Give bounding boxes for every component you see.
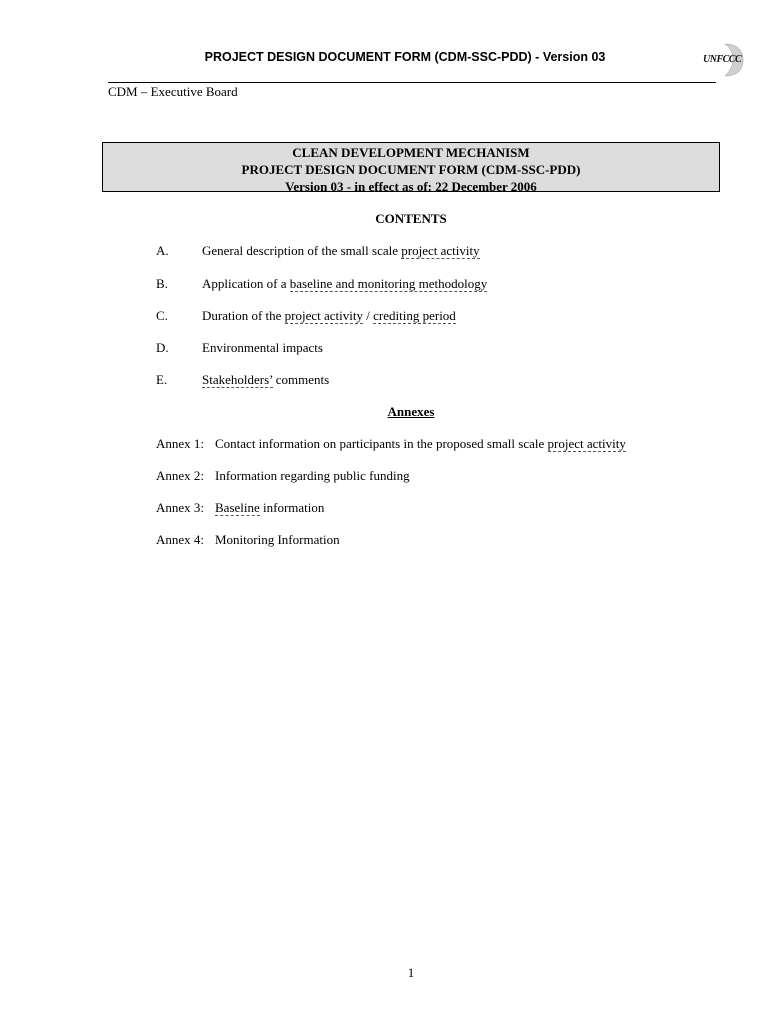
annex-number: Annex 1: (156, 436, 205, 451)
header-rule (108, 82, 716, 83)
annex-item-4 (156, 532, 340, 548)
toc-text: Environmental impacts (202, 340, 323, 355)
toc-text: Application of a (202, 276, 290, 291)
annex-item-2 (156, 468, 410, 484)
executive-board-label: CDM – Executive Board (108, 84, 238, 99)
annex-number: Annex 2: (156, 468, 205, 483)
title-line-3: Version 03 - in effect as of: 22 December 2006 (285, 179, 537, 194)
form-title-box (102, 142, 720, 192)
annex-text: Contact information on participants in the proposed small scale (215, 436, 548, 451)
toc-item-b (156, 276, 487, 292)
title-line-2: PROJECT DESIGN DOCUMENT FORM (CDM-SSC-PDD) (241, 162, 581, 177)
document-header-title: PROJECT DESIGN DOCUMENT FORM (CDM-SSC-PDD) - Version 03 (204, 50, 606, 64)
annex-text: Monitoring Information (215, 532, 340, 547)
toc-letter: B. (156, 276, 168, 291)
contents-heading: CONTENTS (375, 211, 447, 226)
toc-text: comments (272, 372, 330, 387)
annex-number: Annex 3: (156, 500, 205, 515)
page-number: 1 (407, 965, 415, 980)
toc-text: General description of the small scale (202, 243, 402, 258)
toc-item-d (156, 340, 323, 356)
annex-text: information (259, 500, 325, 515)
annexes-heading: Annexes (387, 404, 435, 419)
toc-link-project-activity[interactable]: project activity (284, 308, 364, 323)
toc-link-crediting-period[interactable]: crediting period (373, 308, 456, 323)
toc-letter: C. (156, 308, 168, 323)
toc-letter: A. (156, 243, 169, 258)
toc-link-baseline-methodology[interactable]: baseline and monitoring methodology (289, 276, 488, 291)
toc-link-project-activity[interactable]: project activity (401, 243, 480, 258)
annex-number: Annex 4: (156, 532, 205, 547)
logo-text: UNFCCC (703, 54, 742, 65)
unfccc-logo (695, 42, 745, 78)
annex-text: Information regarding public funding (215, 468, 410, 483)
annex-item-1 (156, 436, 626, 452)
annex-link-project-activity[interactable]: project activity (547, 436, 626, 451)
title-line-1: CLEAN DEVELOPMENT MECHANISM (292, 145, 530, 160)
toc-letter: D. (156, 340, 169, 355)
toc-separator: / (363, 308, 374, 323)
toc-item-a (156, 243, 480, 259)
annex-item-3 (156, 500, 324, 516)
annex-link-baseline[interactable]: Baseline (215, 500, 260, 515)
toc-item-e (156, 372, 329, 388)
toc-letter: E. (156, 372, 168, 387)
toc-text: Duration of the (202, 308, 285, 323)
toc-item-c (156, 308, 456, 324)
toc-link-stakeholders[interactable]: Stakeholders’ (202, 372, 273, 387)
